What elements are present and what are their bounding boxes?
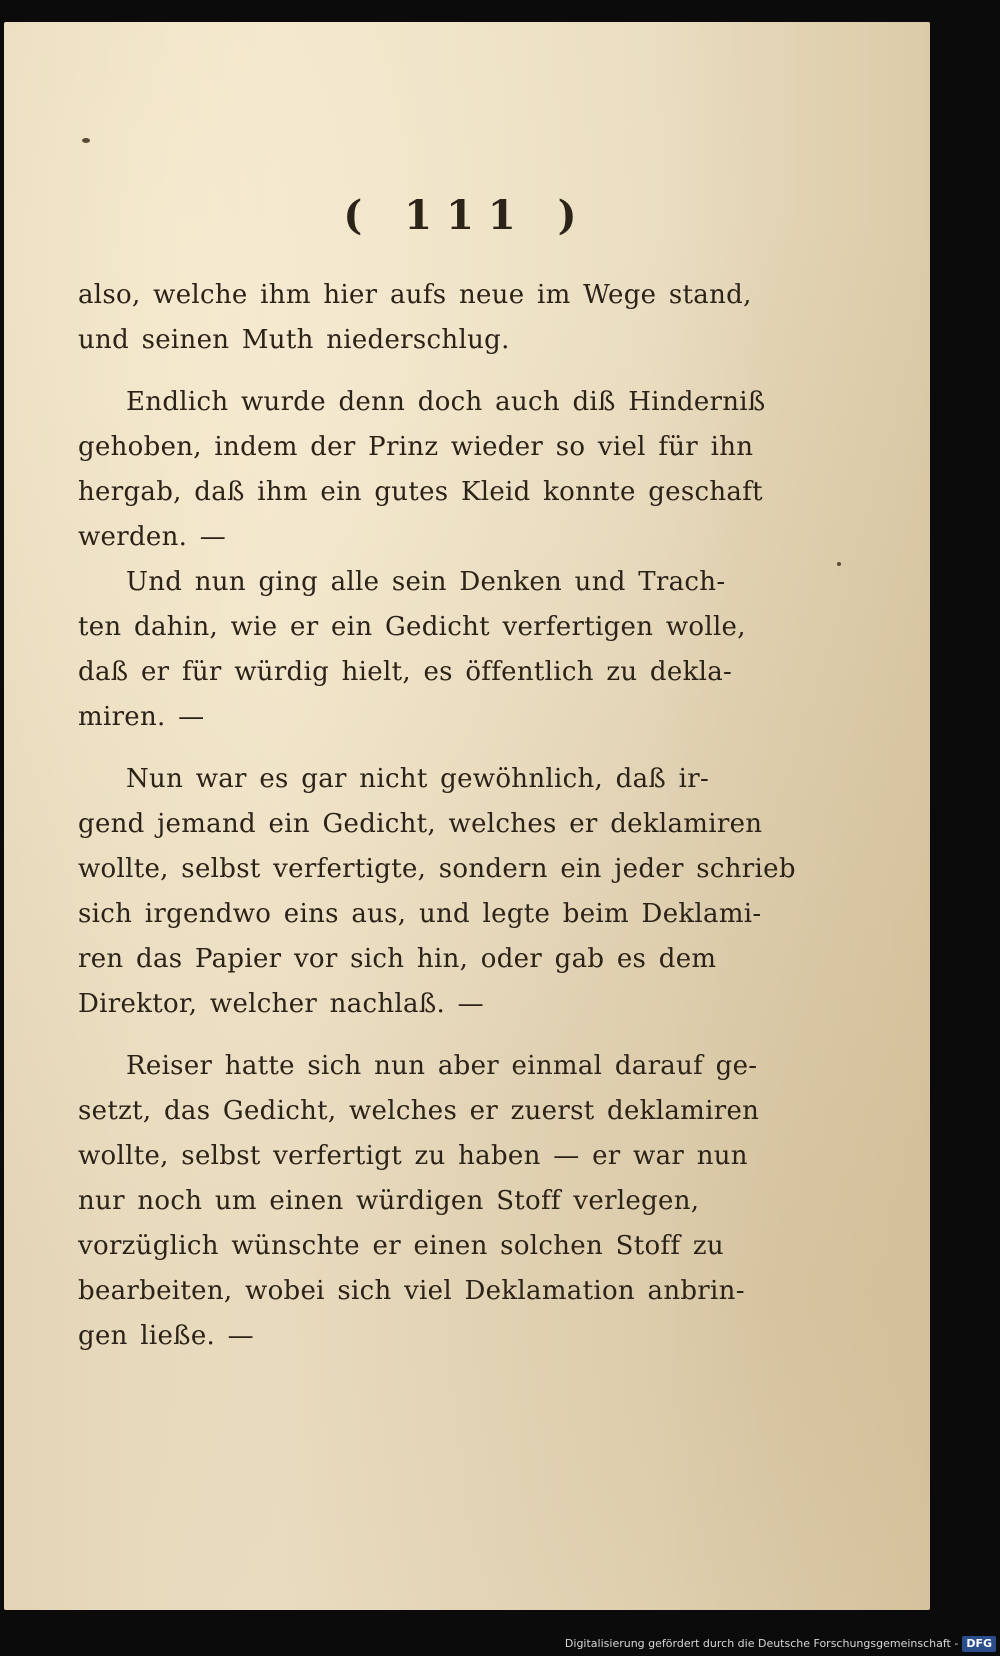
text-line: und seinen Muth niederschlug. bbox=[78, 325, 510, 355]
text-line: werden. — bbox=[78, 522, 227, 552]
credit-text: Digitalisierung gefördert durch die Deutsche Forschungsgemeinschaft - bbox=[564, 1637, 959, 1650]
text-line: Endlich wurde denn doch auch diß Hinderniß bbox=[126, 387, 766, 417]
page-number: ( 111 ) bbox=[343, 192, 591, 239]
text-line: miren. — bbox=[78, 702, 205, 732]
text-line: hergab, daß ihm ein gutes Kleid konnte geschaft bbox=[78, 477, 763, 507]
text-line: gen ließe. — bbox=[78, 1321, 254, 1351]
text-line: ren das Papier vor sich hin, oder gab es dem bbox=[78, 944, 717, 974]
text-line: bearbeiten, wobei sich viel Deklamation anbrin- bbox=[78, 1276, 745, 1306]
text-line: wollte, selbst verfertigt zu haben — er war nun bbox=[78, 1141, 748, 1171]
text-line: Nun war es gar nicht gewöhnlich, daß ir- bbox=[126, 764, 710, 794]
text-line: vorzüglich wünschte er einen solchen Stoff zu bbox=[78, 1231, 724, 1261]
text-line: Und nun ging alle sein Denken und Trach- bbox=[126, 567, 726, 597]
text-line: Direktor, welcher nachlaß. — bbox=[78, 989, 484, 1019]
text-line: gehoben, indem der Prinz wieder so viel für ihn bbox=[78, 432, 754, 462]
dfg-logo: DFG bbox=[962, 1636, 996, 1652]
text-line: also, welche ihm hier aufs neue im Wege stand, bbox=[78, 280, 752, 310]
book-page bbox=[4, 22, 930, 1610]
ink-speck bbox=[82, 138, 90, 143]
text-line: sich irgendwo eins aus, und legte beim Deklami- bbox=[78, 899, 762, 929]
text-line: ten dahin, wie er ein Gedicht verfertigen wolle, bbox=[78, 612, 746, 642]
text-line: nur noch um einen würdigen Stoff verlegen, bbox=[78, 1186, 700, 1216]
text-line: daß er für würdig hielt, es öffentlich zu dekla- bbox=[78, 657, 733, 687]
ink-speck bbox=[837, 562, 841, 566]
text-line: Reiser hatte sich nun aber einmal darauf ge- bbox=[126, 1051, 758, 1081]
text-line: setzt, das Gedicht, welches er zuerst deklamiren bbox=[78, 1096, 760, 1126]
text-line: wollte, selbst verfertigte, sondern ein jeder schrieb bbox=[78, 854, 796, 884]
text-line: gend jemand ein Gedicht, welches er deklamiren bbox=[78, 809, 763, 839]
digitization-credit bbox=[565, 1632, 996, 1656]
